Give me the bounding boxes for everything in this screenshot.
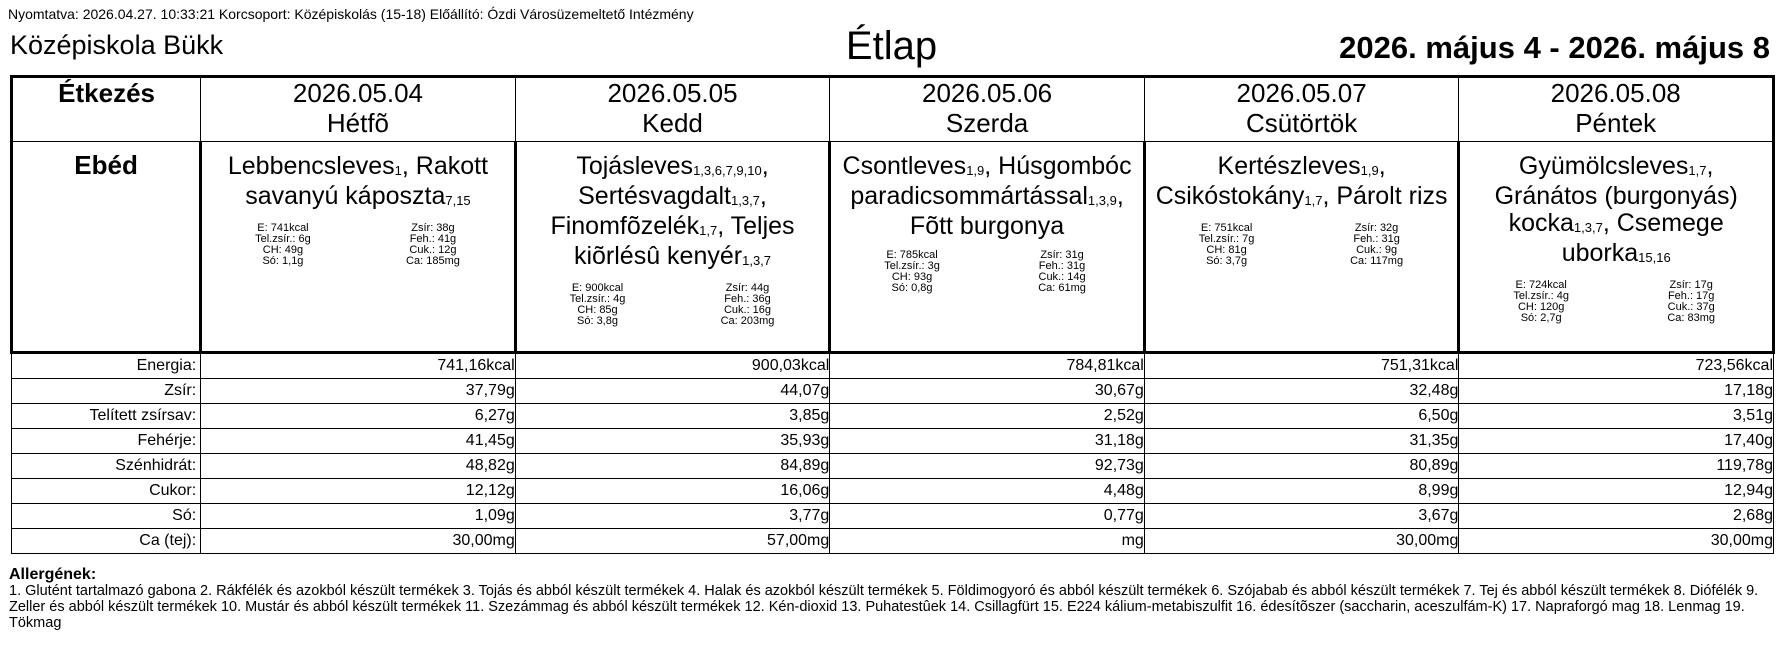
nutrition-summary — [228, 223, 488, 267]
dish-allergens: 1,7 — [1304, 193, 1323, 208]
meal-cell — [515, 142, 830, 353]
nutrition-value: 4,48g — [830, 479, 1145, 504]
menu-table — [10, 75, 1775, 554]
dish-name: Teljes kiõrlésû kenyér — [573, 212, 795, 270]
dish-separator: , — [761, 152, 769, 180]
nutrition-column — [543, 283, 653, 327]
nutrition-line: Só: 3,8g — [577, 315, 618, 327]
nutrition-line: Tel.zsír.: 3g — [884, 260, 940, 272]
dish-name: Fõtt burgonya — [909, 212, 1065, 240]
nutrition-label: Szénhidrát: — [12, 454, 201, 479]
nutrition-value: 37,79g — [201, 379, 516, 404]
nutrition-column — [1636, 280, 1746, 324]
nutrition-value: 30,67g — [830, 379, 1145, 404]
nutrition-value: 2,52g — [830, 404, 1145, 429]
nutrition-column — [378, 223, 488, 267]
nutrition-line: CH: 85g — [577, 304, 618, 316]
meal-row — [12, 142, 1774, 353]
dish-list — [1460, 142, 1772, 270]
dish-allergens: 1,9 — [966, 163, 985, 178]
day-date: 2026.05.08 — [1550, 78, 1681, 108]
nutrition-line: Cuk.: 16g — [723, 304, 772, 316]
dish-allergens: 1,7 — [1688, 163, 1707, 178]
nutrition-value: 30,00mg — [201, 529, 516, 554]
nutrition-line: CH: 120g — [1517, 301, 1565, 313]
day-date: 2026.05.06 — [921, 78, 1053, 108]
nutrition-label: Ca (tej): — [12, 529, 201, 554]
nutrition-line: Tel.zsír.: 4g — [1513, 290, 1569, 302]
nutrition-line: Feh.: 36g — [724, 293, 771, 305]
dish-separator: , — [717, 212, 731, 240]
nutrition-label: Cukor: — [12, 479, 201, 504]
nutrition-value: 30,00mg — [1144, 529, 1459, 554]
dish-name: Finomfõzelék — [550, 212, 700, 240]
nutrition-row — [12, 404, 1774, 429]
nutrition-line: Zsír: 44g — [725, 282, 770, 294]
nutrition-line: Zsír: 32g — [1354, 222, 1399, 234]
nutrition-value: 12,94g — [1459, 479, 1774, 504]
day-weekday: Hétfõ — [326, 108, 390, 138]
nutrition-line: E: 785kcal — [886, 249, 938, 261]
dish-allergens: 1,3,9 — [1087, 193, 1117, 208]
nutrition-line: Só: 1,1g — [262, 255, 304, 267]
day-weekday: Péntek — [1575, 108, 1657, 138]
dish-name: Csontleves — [842, 152, 967, 180]
day-weekday: Csütörtök — [1245, 108, 1358, 138]
dish-separator: , — [984, 152, 999, 180]
nutrition-line: Zsír: 17g — [1669, 279, 1713, 291]
nutrition-line: Só: 2,7g — [1520, 312, 1562, 324]
nutrition-row — [12, 504, 1774, 529]
nutrition-value: 48,82g — [201, 454, 516, 479]
meal-cell — [1144, 142, 1459, 353]
dish-allergens: 7,15 — [445, 193, 471, 208]
dish-separator: , — [1602, 209, 1617, 237]
nutrition-value: 1,09g — [201, 504, 516, 529]
dish-allergens: 1,7 — [699, 223, 718, 238]
nutrition-line: Cuk.: 12g — [409, 244, 457, 256]
day-date: 2026.05.05 — [607, 78, 738, 108]
nutrition-line: Ca: 61mg — [1038, 282, 1086, 294]
day-header — [515, 77, 830, 142]
nutrition-column — [228, 223, 338, 267]
dish-allergens: 1,3,7 — [1573, 220, 1603, 235]
dish-name: Lebbencsleves — [227, 152, 395, 180]
nutrition-value: 2,68g — [1459, 504, 1774, 529]
nutrition-column — [693, 283, 803, 327]
nutrition-line: E: 900kcal — [571, 282, 624, 294]
day-header — [830, 77, 1145, 142]
nutrition-value: 12,12g — [201, 479, 516, 504]
dish-separator: , — [401, 152, 416, 180]
day-weekday: Kedd — [642, 108, 703, 138]
nutrition-value: 41,45g — [201, 429, 516, 454]
nutrition-label: Zsír: — [12, 379, 201, 404]
nutrition-value: 16,06g — [515, 479, 830, 504]
nutrition-row — [12, 353, 1774, 379]
dish-allergens: 1,3,7 — [731, 193, 760, 208]
nutrition-value: 3,51g — [1459, 404, 1774, 429]
day-header — [1459, 77, 1774, 142]
nutrition-value: 3,77g — [515, 504, 830, 529]
dish-list — [1146, 142, 1458, 213]
dish-separator: , — [759, 182, 767, 210]
nutrition-line: Zsír: 31g — [1040, 249, 1084, 261]
dish-allergens: 1,9 — [1360, 163, 1379, 178]
meal-cell — [830, 142, 1145, 353]
print-info: Nyomtatva: 2026.04.27. 10:33:21 Korcsoport: Középiskolás (15-18) Előállító: Ózdi Városüzemeltető Intézmény — [8, 6, 694, 22]
nutrition-value: 30,00mg — [1459, 529, 1774, 554]
nutrition-column — [857, 250, 967, 294]
column-label: Étkezés — [12, 77, 201, 142]
allergen-list: 1. Glutént tartalmazó gabona 2. Rákfélék és azokból készült termékek 3. Tojás és abból készült termékek 4. Halak és azokból készült termékek 5. Földimogyoró és abból készült termékek 6. Szójabab és abból készült termékek 7. Tej és abból készült termékek 8. Diófélék 9. Zeller és abból készült termékek 10. Mustár és abból készült termékek 11. Szezámmag és abból készült termékek 12. Kén-dioxid 13. Puhatestûek 14. Csillagfürt 15. E224 kálium-metabiszulfit 16. édesítõszer (saccharin, aceszulfám-K) 17. Napraforgó mag 18. Lenmag 19. Tökmag — [9, 583, 1759, 631]
nutrition-value: 84,89g — [515, 454, 830, 479]
nutrition-value: 80,89g — [1144, 454, 1459, 479]
nutrition-row — [12, 429, 1774, 454]
nutrition-value: 31,35g — [1144, 429, 1459, 454]
allergen-legend — [9, 567, 1774, 631]
dish-name: Kertészleves — [1217, 152, 1361, 180]
nutrition-line: Só: 3,7g — [1206, 255, 1248, 267]
dish-name: Húsgombóc paradicsommártással — [850, 152, 1132, 210]
nutrition-value: 119,78g — [1459, 454, 1774, 479]
nutrition-line: CH: 93g — [891, 271, 933, 283]
school-name: Középiskola Bükk — [10, 30, 224, 60]
date-range: 2026. május 4 - 2026. május 8 — [1339, 30, 1770, 65]
day-header — [201, 77, 516, 142]
day-date: 2026.05.04 — [292, 78, 424, 108]
nutrition-row — [12, 379, 1774, 404]
nutrition-value: 0,77g — [830, 504, 1145, 529]
nutrition-line: E: 741kcal — [257, 222, 309, 234]
nutrition-line: Feh.: 31g — [1353, 233, 1400, 245]
nutrition-summary — [1486, 280, 1746, 324]
nutrition-value: 751,31kcal — [1144, 353, 1459, 379]
nutrition-row — [12, 479, 1774, 504]
nutrition-value: 8,99g — [1144, 479, 1459, 504]
nutrition-value: 17,40g — [1459, 429, 1774, 454]
nutrition-line: Feh.: 31g — [1038, 260, 1086, 272]
nutrition-column — [1486, 280, 1596, 324]
dish-name: Sertésvagdalt — [578, 182, 731, 210]
nutrition-line: Cuk.: 9g — [1356, 244, 1398, 256]
nutrition-value: 3,67g — [1144, 504, 1459, 529]
nutrition-value: 3,85g — [515, 404, 830, 429]
nutrition-line: Cuk.: 14g — [1038, 271, 1086, 283]
meal-cell — [1459, 142, 1774, 353]
nutrition-value: 900,03kcal — [515, 353, 830, 379]
nutrition-label: Só: — [12, 504, 201, 529]
nutrition-value: 6,50g — [1144, 404, 1459, 429]
dish-name: Csemege uborka — [1561, 209, 1724, 267]
dish-separator: , — [1116, 182, 1124, 210]
nutrition-column — [1322, 223, 1432, 267]
nutrition-line: Tel.zsír.: 4g — [569, 293, 626, 305]
dish-list — [202, 142, 514, 213]
nutrition-label: Telített zsírsav: — [12, 404, 201, 429]
nutrition-label: Fehérje: — [12, 429, 201, 454]
nutrition-summary — [543, 283, 803, 327]
dish-separator: , — [1322, 182, 1337, 210]
nutrition-value: 32,48g — [1144, 379, 1459, 404]
dish-list — [517, 142, 829, 273]
nutrition-value: 44,07g — [515, 379, 830, 404]
nutrition-column — [1172, 223, 1282, 267]
nutrition-row — [12, 454, 1774, 479]
nutrition-line: Tel.zsír.: 7g — [1198, 233, 1255, 245]
dish-name: Csikóstokány — [1155, 182, 1305, 210]
nutrition-line: E: 751kcal — [1200, 222, 1253, 234]
page-title: Étlap — [845, 24, 938, 68]
dish-list — [831, 142, 1143, 240]
nutrition-value: mg — [830, 529, 1145, 554]
nutrition-line: Feh.: 17g — [1667, 290, 1715, 302]
nutrition-line: E: 724kcal — [1515, 279, 1567, 291]
day-weekday: Szerda — [945, 108, 1029, 138]
nutrition-line: Zsír: 38g — [411, 222, 455, 234]
nutrition-line: Ca: 203mg — [720, 315, 775, 327]
dish-separator: , — [1706, 152, 1714, 180]
nutrition-value: 6,27g — [201, 404, 516, 429]
dish-name: Párolt rizs — [1336, 182, 1448, 210]
nutrition-value: 784,81kcal — [830, 353, 1145, 379]
nutrition-line: Feh.: 41g — [409, 233, 457, 245]
dish-allergens: 1 — [394, 163, 402, 178]
nutrition-value: 35,93g — [515, 429, 830, 454]
day-date: 2026.05.07 — [1236, 78, 1367, 108]
dish-name: Gyümölcsleves — [1518, 152, 1689, 180]
nutrition-line: Ca: 83mg — [1667, 312, 1716, 324]
day-header — [1144, 77, 1459, 142]
nutrition-label: Energia: — [12, 353, 201, 379]
nutrition-value: 92,73g — [830, 454, 1145, 479]
nutrition-value: 723,56kcal — [1459, 353, 1774, 379]
nutrition-line: Ca: 117mg — [1350, 255, 1404, 267]
day-header-row — [12, 77, 1774, 142]
nutrition-summary — [857, 250, 1117, 294]
dish-name: Gránátos (burgonyás) kocka — [1494, 182, 1738, 237]
allergen-heading: Allergének: — [9, 566, 97, 583]
dish-allergens: 15,16 — [1638, 250, 1671, 265]
nutrition-line: Só: 0,8g — [891, 282, 933, 294]
nutrition-row — [12, 529, 1774, 554]
meal-cell — [201, 142, 516, 353]
nutrition-line: CH: 81g — [1206, 244, 1247, 256]
dish-name: Rakott savanyú káposzta — [245, 152, 489, 210]
meal-label: Ebéd — [12, 142, 201, 353]
dish-allergens: 1,3,7 — [742, 253, 772, 268]
nutrition-value: 17,18g — [1459, 379, 1774, 404]
nutrition-line: Ca: 185mg — [406, 255, 460, 267]
dish-allergens: 1,3,6,7,9,10 — [693, 163, 762, 178]
nutrition-value: 741,16kcal — [201, 353, 516, 379]
nutrition-line: CH: 49g — [262, 244, 304, 256]
nutrition-line: Cuk.: 37g — [1667, 301, 1715, 313]
nutrition-value: 57,00mg — [515, 529, 830, 554]
dish-name: Tojásleves — [576, 152, 694, 180]
nutrition-line: Tel.zsír.: 6g — [255, 233, 311, 245]
dish-separator: , — [1378, 152, 1386, 180]
nutrition-summary — [1172, 223, 1432, 267]
nutrition-column — [1007, 250, 1117, 294]
nutrition-value: 31,18g — [830, 429, 1145, 454]
